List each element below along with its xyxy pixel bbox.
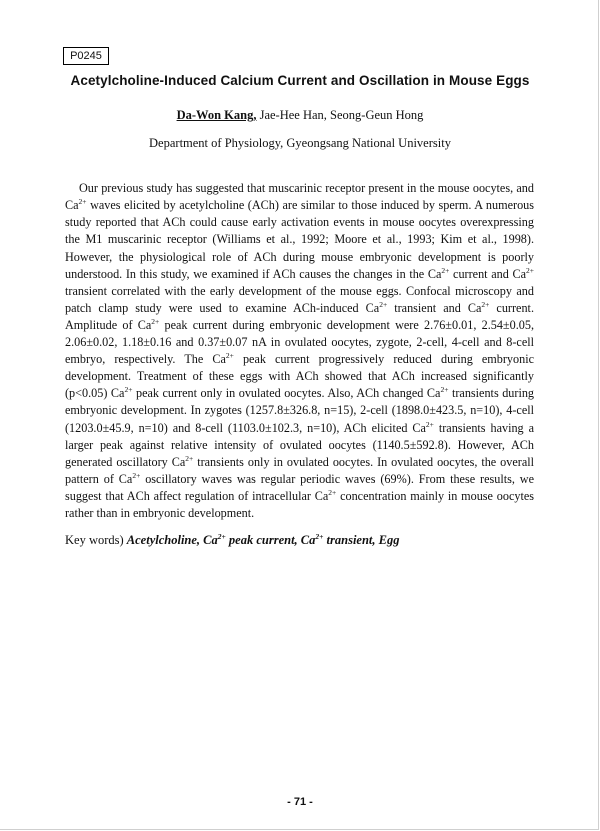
ion-charge: 2+ xyxy=(225,351,234,361)
abstract-text: current. Amplitude of Ca xyxy=(65,300,534,332)
ion-charge: 2+ xyxy=(379,299,388,309)
ion-charge: 2+ xyxy=(440,385,449,395)
keyword-text: peak current, Ca xyxy=(225,533,316,547)
abstract-text: peak current during embryonic development were 2.76±0.01, 2.54±0.05, 2.06±0.02, 1.18±0.16 and 0.37±0.07 nA in ovulated oocytes, zygote, 2-cell, 4-cell and 8-cell embryo, respectively. The Ca xyxy=(65,317,534,367)
ion-charge: 2+ xyxy=(441,265,450,275)
affiliation: Department of Physiology, Gyeongsang National University xyxy=(149,136,451,150)
ion-charge: 2+ xyxy=(328,487,337,497)
abstract-text: transients during embryonic development. In zygotes (1257.8±326.8, n=15), 2-cell (1898.0±423.5, n=10), 4-cell (1203.0±45.9, n=10) and 8-cell (1103.0±102.3, n=10), ACh elicited Ca xyxy=(65,386,535,435)
page-number: - 71 - xyxy=(287,796,313,808)
ion-charge: 2+ xyxy=(185,453,194,463)
abstract-text: peak current only in ovulated oocytes. Also, ACh changed Ca xyxy=(132,386,441,401)
ion-charge: 2+ xyxy=(481,299,490,309)
keywords-label: Key words) xyxy=(65,533,124,547)
keyword-text: transient, Egg xyxy=(323,533,400,547)
abstract-body xyxy=(65,180,534,522)
ion-charge: 2+ xyxy=(217,532,226,541)
abstract-text: waves elicited by acetylcholine (ACh) are similar to those induced by sperm. A numerous study reported that ACh could cause early activation events in mouse oocytes overexpressing the M1 muscarinic receptor (Williams et al., 1992; Moore et al., 1993; Kim et al., 1998). However, the physiological role of ACh during mouse embryonic development is poorly understood. In this study, we examined if ACh causes the changes in the Ca xyxy=(65,198,534,281)
abstract-code-box: P0245 xyxy=(63,47,109,65)
ion-charge: 2+ xyxy=(315,532,324,541)
paper-title: Acetylcholine-Induced Calcium Current and Oscillation in Mouse Eggs xyxy=(70,73,530,88)
abstract-text: oscillatory waves was regular periodic waves (69%). From these results, we suggest that ACh affect regulation of intracellular Ca xyxy=(65,471,534,503)
presenting-author: Da-Won Kang, xyxy=(176,108,257,122)
abstract-text: Our previous study has suggested that muscarinic receptor present in the mouse oocytes, and Ca xyxy=(65,181,534,213)
keyword-text: Acetylcholine, Ca xyxy=(126,533,218,547)
ion-charge: 2+ xyxy=(425,419,434,429)
keywords xyxy=(65,533,399,548)
ion-charge: 2+ xyxy=(151,316,160,326)
ion-charge: 2+ xyxy=(124,385,133,395)
abstract-text: peak current progressively reduced during embryonic development. Treatment of these eggs with ACh showed that ACh increased significantly (p<0.05) Ca xyxy=(65,352,534,401)
author-list xyxy=(0,108,600,123)
abstract-text: concentration mainly in mouse oocytes rather than in embryonic development. xyxy=(65,488,534,520)
abstract-text: transients having a larger peak against relative intensity of ovulated oocytes (1140.5±592.8). However, ACh generated oscillatory Ca xyxy=(65,420,534,469)
abstract-text: transient and Ca xyxy=(387,300,482,315)
ion-charge: 2+ xyxy=(78,197,87,207)
ion-charge: 2+ xyxy=(132,470,141,480)
abstract-text: transient correlated with the early development of the mouse eggs. Confocal microscopy and patch clamp study were used to examine ACh-induced Ca xyxy=(65,283,534,315)
co-authors: Jae-Hee Han, Seong-Geun Hong xyxy=(256,108,424,122)
ion-charge: 2+ xyxy=(526,265,534,275)
keyword-list xyxy=(127,533,400,547)
abstract-text: current and Ca xyxy=(449,266,527,281)
abstract-text: transients only in ovulated oocytes. In ovulated oocytes, the overall pattern of Ca xyxy=(65,454,534,486)
